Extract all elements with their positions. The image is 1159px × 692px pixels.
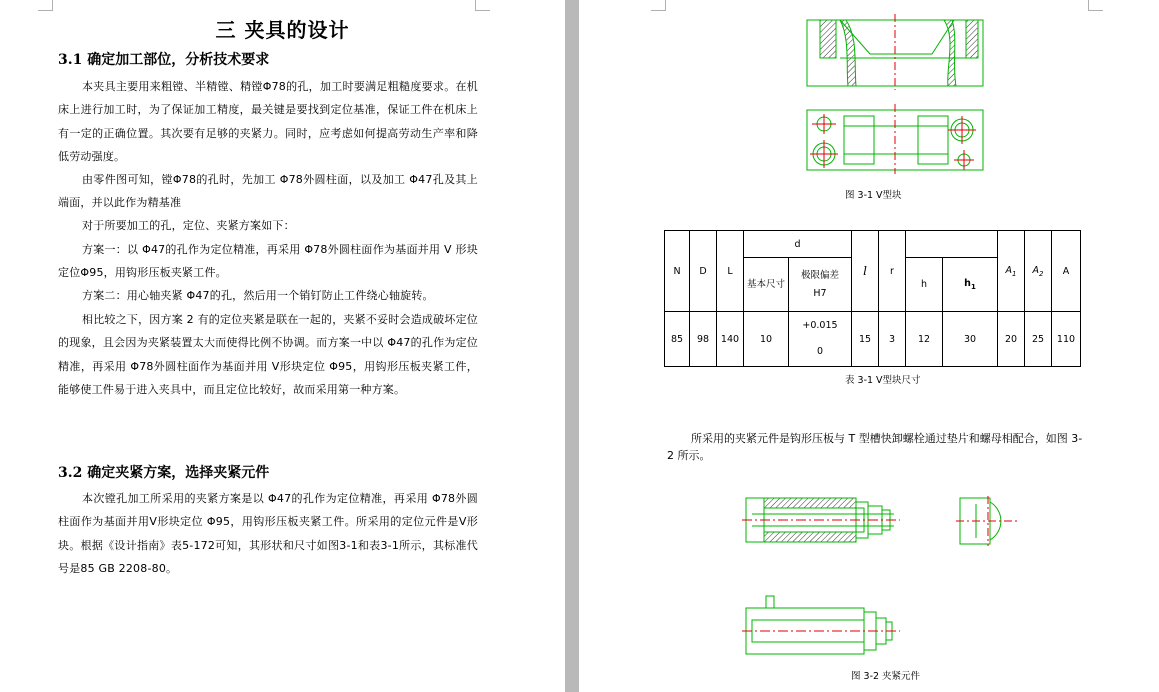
figure-caption: 图 3-1 V型块 xyxy=(845,190,902,201)
v-block-top-view xyxy=(806,108,984,174)
chapter-title: 三 夹具的设计 xyxy=(215,18,350,42)
crop-mark xyxy=(1088,0,1103,11)
table-cell: 15 xyxy=(852,312,879,367)
t-bolt-side-view xyxy=(744,494,900,546)
table-cell: 85 xyxy=(665,312,690,367)
table-header: 基本尺寸 xyxy=(744,258,789,312)
table-cell: 30 xyxy=(943,312,998,367)
figure-caption: 图 3-2 夹紧元件 xyxy=(851,671,921,682)
table-cell: 12 xyxy=(906,312,943,367)
table-cell: 98 xyxy=(690,312,717,367)
paragraph: 对于所要加工的孔，定位、夹紧方案如下： xyxy=(82,219,295,232)
table-caption: 表 3-1 V型块尺寸 xyxy=(845,375,921,386)
table-cell: 110 xyxy=(1052,312,1081,367)
table-header: l xyxy=(852,231,879,312)
table-header: $A_2$ xyxy=(1025,231,1052,312)
table-cell: 20 xyxy=(998,312,1025,367)
section-heading-3-1: 3.1 确定加工部位，分析技术要求 xyxy=(58,52,270,68)
table-cell: 3 xyxy=(879,312,906,367)
crop-mark xyxy=(38,0,53,11)
section-heading-3-2: 3.2 确定夹紧方案，选择夹紧元件 xyxy=(58,465,270,481)
paragraph: 方案二：用心轴夹紧 Φ47的孔，然后用一个销钉防止工件绕心轴旋转。 xyxy=(82,289,434,302)
table-header: D xyxy=(690,231,717,312)
table-header: $h_1$ xyxy=(943,258,998,312)
table-header: L xyxy=(717,231,744,312)
page-gutter xyxy=(565,0,579,692)
t-bolt-end-view xyxy=(958,496,1020,546)
left-page xyxy=(0,0,565,692)
table-header: h xyxy=(906,258,943,312)
crop-mark xyxy=(475,0,490,11)
crop-mark xyxy=(651,0,666,11)
paragraph: 所采用的夹紧元件是钩形压板与 T 型槽快卸螺栓通过垫片和螺母相配合，如图 3-2 所示。 xyxy=(667,432,1083,462)
table-cell: +0.015 0 xyxy=(789,312,852,367)
table-header-empty xyxy=(906,231,998,258)
table-header: r xyxy=(879,231,906,312)
table-header: d xyxy=(744,231,852,258)
table-header: A xyxy=(1052,231,1081,312)
paragraph: 本次镗孔加工所采用的夹紧方案是以 Φ47的孔作为定位精准，再采用 Φ78外圆柱面作为基面并用V形块定位 Φ95，用钩形压板夹紧工件。所采用的定位元件是V形块。根据《设计指南》表5-172可知，其形状和尺寸如图3-1和表3-1所示，其标准代号是85 GB 2208-80。 xyxy=(58,492,478,576)
table-header: N xyxy=(665,231,690,312)
hook-clamp-plate-view xyxy=(744,594,900,656)
paragraph: 本夹具主要用来粗镗、半精镗、精镗Φ78的孔，加工时要满足粗糙度要求。在机床上进行加工时，为了保证加工精度，最关键是要找到定位基准，保证工件在机床上有一定的正确位置。其次要有足够的夹紧力。同时，应考虑如何提高劳动生产率和降低劳动强度。 xyxy=(58,80,478,164)
table-cell: 10 xyxy=(744,312,789,367)
table-header: 极限偏差 H7 xyxy=(789,258,852,312)
paragraph: 方案一：以 Φ47的孔作为定位精准，再采用 Φ78外圆柱面作为基面并用 V 形块定位Φ95，用钩形压板夹紧工件。 xyxy=(58,243,478,280)
v-block-dimension-table xyxy=(664,230,1081,367)
paragraph: 由零件图可知，镗Φ78的孔时，先加工 Φ78外圆柱面，以及加工 Φ47孔及其上端面，并以此作为精基准 xyxy=(58,173,478,210)
paragraph: 相比较之下，因方案 2 有的定位夹紧是联在一起的，夹紧不妥时会造成破坏定位的现象，且会因为夹紧装置太大而使得比例不协调。而方案一中以 Φ47的孔作为定位精准，再采用 Φ78外圆柱面作为基面并用 V形块定位 Φ95，用钩形压板夹紧工件，能够使工件易于进入夹具中，而且定位比较好，故而采用第一种方案。 xyxy=(58,313,478,397)
table-cell: 25 xyxy=(1025,312,1052,367)
v-block-front-view xyxy=(806,18,984,90)
table-cell: 140 xyxy=(717,312,744,367)
table-header: $A_1$ xyxy=(998,231,1025,312)
